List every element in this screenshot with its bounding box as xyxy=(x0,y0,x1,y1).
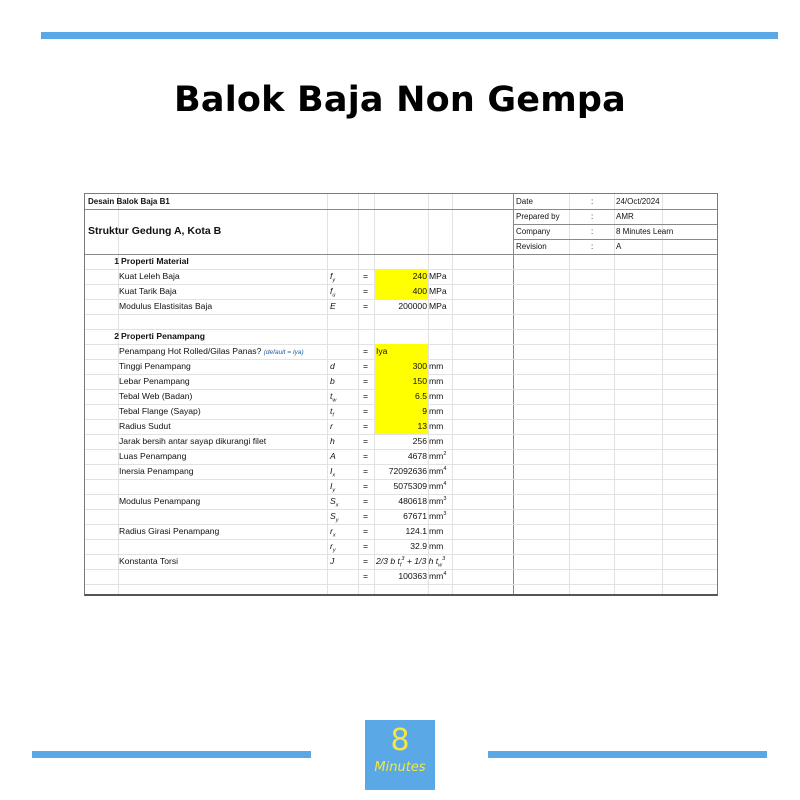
input-value[interactable]: 240 xyxy=(412,271,427,281)
table-row: Modulus Penampang $S_x$ = 480618 $mm^3$ xyxy=(119,496,447,509)
table-row: Radius Girasi Penampang $r_x$ = 124.1 mm xyxy=(119,526,444,539)
table-row: Kuat Tarik Baja $f_u$ = 400 MPa xyxy=(119,286,447,299)
input-value[interactable]: 300 xyxy=(412,361,427,371)
table-row: Jarak bersih antar sayap dikurangi filet h = 256 mm xyxy=(119,436,444,446)
table-row: Konstanta Torsi J = 2/3 b $t_f^3 + 1/3$ h $t_w^3$ xyxy=(119,556,446,569)
info-row-company: Company : 8 Minutes Learn xyxy=(516,227,674,236)
table-row: Modulus Elastisitas Baja E = 200000 MPa xyxy=(119,301,447,311)
table-row: Tebal Flange (Sayap) $t_f$ = 9 mm xyxy=(119,406,444,419)
input-value[interactable]: 400 xyxy=(412,286,427,296)
table-row: Penampang Hot Rolled/Gilas Panas? (default = Iya) = Iya xyxy=(85,344,513,359)
table-row: $r_y$ = 32.9 mm xyxy=(330,541,444,554)
spreadsheet xyxy=(84,193,718,596)
input-value[interactable]: 150 xyxy=(412,376,427,386)
design-name: Desain Balok Baja B1 xyxy=(88,197,170,206)
bottom-left-accent-bar xyxy=(32,751,311,758)
table-row: $S_y$ = 67671 $mm^3$ xyxy=(330,511,447,524)
table-row: Radius Sudut r = 13 mm xyxy=(85,419,513,434)
info-row-prepared-by: Prepared by : AMR xyxy=(516,212,634,221)
torsion-formula: 2/3 b $t_f^3 + 1/3$ h $t_w^3$ xyxy=(376,556,446,569)
section-heading: 1 Properti Material xyxy=(114,256,189,266)
top-accent-bar xyxy=(41,32,778,39)
input-value[interactable]: Iya xyxy=(376,346,388,356)
input-value[interactable]: 6.5 xyxy=(415,391,427,401)
input-value[interactable]: 9 xyxy=(422,406,427,416)
input-value[interactable]: 13 xyxy=(417,421,427,431)
table-row: Inersia Penampang $I_x$ = 72092636 $mm^4$ xyxy=(119,466,447,479)
info-row-revision: Revision : A xyxy=(516,242,622,251)
8-minutes-logo: 8 Minutes xyxy=(365,720,435,790)
table-row: Lebar Penampang b = 150 mm xyxy=(85,374,513,389)
page-title: Balok Baja Non Gempa xyxy=(174,80,626,120)
table-row: Tinggi Penampang d = 300 mm xyxy=(85,359,513,374)
bottom-right-accent-bar xyxy=(488,751,767,758)
table-row: Luas Penampang A = 4678 $mm^2$ xyxy=(119,451,447,461)
table-row: $I_y$ = 5075309 $mm^4$ xyxy=(330,481,447,494)
project-name: Struktur Gedung A, Kota B xyxy=(88,225,222,237)
section-heading: 2 Properti Penampang xyxy=(114,331,206,341)
table-row: Kuat Leleh Baja $f_y$ = 240 MPa xyxy=(119,271,447,284)
table-row: = 100363 $mm^4$ xyxy=(363,571,447,581)
info-row-date: Date : 24/Oct/2024 xyxy=(516,197,660,206)
table-row: Tebal Web (Badan) $t_w$ = 6.5 mm xyxy=(119,391,444,404)
